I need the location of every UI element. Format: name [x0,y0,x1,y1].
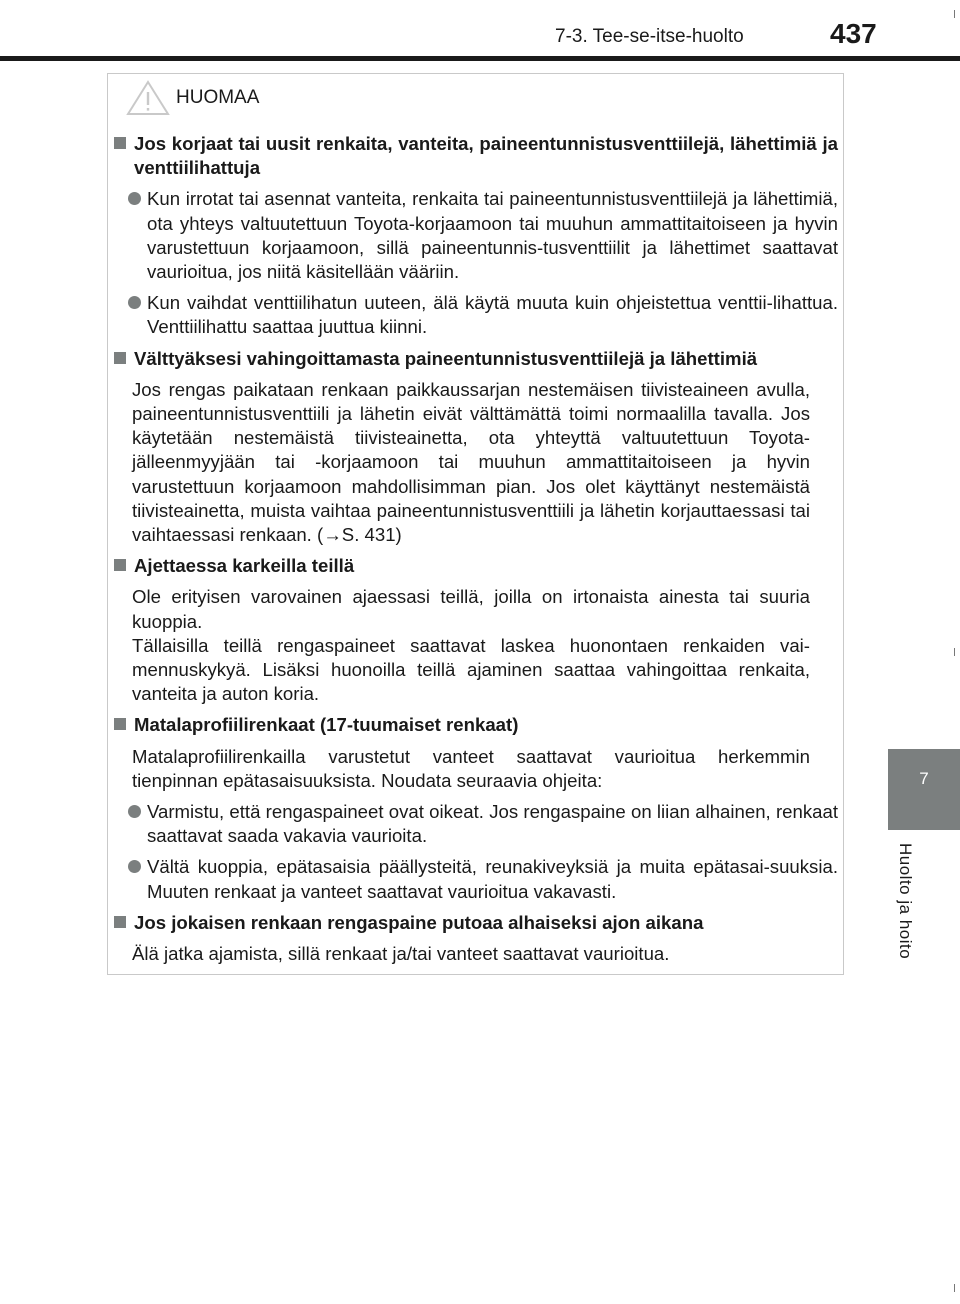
section-title: 7-3. Tee-se-itse-huolto [555,26,744,47]
header-rule [0,56,960,61]
item-paragraph: Jos rengas paikataan renkaan paikkaussarjan nestemäisen tiivisteaineen avulla, paineentunnistusventtiili ja lähetin eivät välttämättä toimi normaalilla tavalla. Jos käytetään nestemäistä tiivisteainetta, ota yhteyttä valtuutettuun Toyota-jälleenmyyjään tai -korjaamoon tai muuhun ammattitaitoiseen ja hyvin varustettuun korjaamoon mahdollisimman pian. Jos olet käyttänyt nestemäistä tiivisteainetta, muista vaihtaa paineentunnistusventtiili ja lähetin korjauttaessasi tai vaihtaessasi renkaan. (→S. 431) [132,378,810,546]
item-paragraph: Matalaprofiilirenkailla varustetut vanteet saattavat vaurioitua herkemmin tienpinnan epätasaisuuksista. Noudata seuraavia ohjeita: [132,745,810,791]
item-paragraph: Tällaisilla teillä rengaspaineet saattavat laskea huonontaen renkaiden vai-mennuskykyä. Lisäksi huonoilla teillä ajaminen saattaa vahingoittaa renkaita, vanteita ja auton koria. [132,634,810,705]
item-paragraph: Ole erityisen varovainen ajaessasi teillä, joilla on irtonaista ainesta tai suuria kuoppia. [132,586,810,632]
item-heading [114,713,838,737]
item-heading-text: Välttyäksesi vahingoittamasta paineentunnistusventtiilejä ja lähettimiä [134,347,758,369]
notice-body [114,132,838,966]
square-bullet-icon [114,559,126,571]
item-heading [114,911,838,935]
bullet-item [114,187,838,284]
notice-header [126,80,259,116]
bullet-item [114,291,838,339]
bullet-text: Kun vaihdat venttiilihatun uuteen, älä käytä muuta kuin ohjeistettua venttii-lihattua. Venttiilihattu saattaa juuttua kiinni. [147,292,838,338]
chapter-number: 7 [919,769,929,788]
bullet-item [114,855,838,903]
warning-triangle-icon [126,80,170,116]
circle-bullet-icon [128,805,141,818]
square-bullet-icon [114,352,126,364]
notice-box [107,73,844,975]
bullet-item [114,800,838,848]
item-heading [114,554,838,578]
crop-mark [954,10,955,18]
item-heading-text: Matalaprofiilirenkaat (17-tuumaiset renkaat) [134,714,519,736]
page-number: 437 [830,18,877,49]
crop-mark [954,1284,955,1292]
chapter-title: Huolto ja hoito [896,843,915,960]
square-bullet-icon [114,718,126,730]
bullet-text: Kun irrotat tai asennat vanteita, renkaita tai paineentunnistusventtiilejä ja lähettimiä, ota yhteys valtuutettuun Toyota-korjaamoon tai muuhun ammattitaitoiseen ja hyvin varustettuun korjaamoon, sillä paineentunnis-tusventtiilit ja lähettimet saattavat vaurioitua, jos niitä käsitellään vääriin. [147,188,838,283]
item-paragraph: Älä jatka ajamista, sillä renkaat ja/tai vanteet saattavat vaurioitua. [132,943,670,965]
square-bullet-icon [114,916,126,928]
item-heading [114,132,838,180]
bullet-text: Vältä kuoppia, epätasaisia päällysteitä, reunakiveyksiä ja muita epätasai-suuksia. Muuten renkaat ja vanteet saattavat vaurioitua vakavasti. [147,856,838,902]
item-heading-text: Ajettaessa karkeilla teillä [134,555,355,577]
item-heading [114,347,838,371]
notice-label: HUOMAA [176,87,260,108]
bullet-text: Varmistu, että rengaspaineet ovat oikeat. Jos rengaspaine on liian alhainen, renkaat saattavat saada vakavia vaurioita. [147,801,838,847]
circle-bullet-icon [128,296,141,309]
circle-bullet-icon [128,860,141,873]
chapter-tab [888,749,960,830]
item-heading-text: Jos korjaat tai uusit renkaita, vanteita, paineentunnistusventtiilejä, lähettimiä ja venttiilihattuja [134,133,838,179]
crop-mark [954,648,955,656]
square-bullet-icon [114,137,126,149]
item-heading-text: Jos jokaisen renkaan rengaspaine putoaa alhaiseksi ajon aikana [134,911,704,933]
circle-bullet-icon [128,192,141,205]
